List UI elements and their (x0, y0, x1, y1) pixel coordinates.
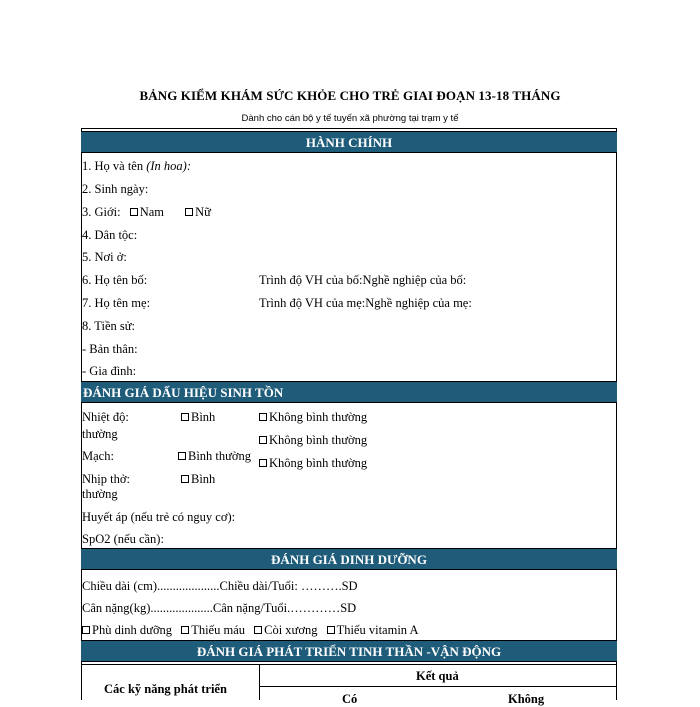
temp-abnormal-option[interactable] (259, 410, 367, 425)
pulse-abnormal-option[interactable] (259, 433, 367, 448)
field-ethnicity: 4. Dân tộc: (82, 228, 138, 242)
checkbox-icon[interactable] (181, 413, 189, 421)
col-yes-header: Có (342, 692, 358, 706)
field-name (82, 159, 191, 174)
field-gender (82, 205, 211, 220)
field-mother-name: 7. Họ tên mẹ: (82, 296, 151, 310)
table-subheader-line (259, 686, 617, 687)
checkbox-icon[interactable] (259, 459, 267, 467)
page-subtitle: Dành cho cán bộ y tế tuyến xã phường tại trạm y tế (241, 113, 459, 124)
section-header-development: ĐÁNH GIÁ PHÁT TRIỂN TINH THẦN -VẬN ĐỘNG (81, 640, 617, 662)
resp-label: Nhịp thở: (82, 472, 130, 486)
gender-female-option[interactable] (185, 205, 211, 219)
temp-normal-label: Bình (191, 410, 216, 424)
pulse-abnormal-label: Không bình thường (269, 433, 368, 447)
vitamin-a-label: Thiếu vitamin A (336, 623, 419, 637)
anemia-label: Thiếu máu (191, 623, 245, 637)
checkbox-icon[interactable] (181, 626, 189, 634)
field-weight: Cân nặng(kg)....................Cân nặng/Tuổi.…………SD (82, 601, 357, 615)
section-header-admin: HÀNH CHÍNH (81, 131, 617, 153)
checkbox-icon[interactable] (178, 452, 186, 460)
field-history: 8. Tiền sử: (82, 319, 135, 333)
name-label: 1. Họ và tên (82, 159, 147, 173)
temp-label-cont: thường (82, 427, 118, 441)
section-header-nutrition: ĐÁNH GIÁ DINH DƯỠNG (81, 548, 617, 570)
rickets-option[interactable] (254, 623, 317, 637)
resp-label-cont: thường (82, 487, 118, 501)
checkbox-icon[interactable] (327, 626, 335, 634)
temp-abnormal-label: Không bình thường (269, 410, 368, 424)
gender-label: 3. Giới: (82, 205, 121, 219)
checkbox-icon[interactable] (185, 208, 193, 216)
pulse-normal-option[interactable] (178, 449, 251, 464)
name-hint: (In hoa): (146, 159, 192, 173)
edema-label: Phù dinh dưỡng (92, 623, 173, 637)
rickets-label: Còi xương (264, 623, 318, 637)
field-history-self: - Bản thân: (82, 342, 138, 356)
resp-normal-option[interactable] (181, 472, 215, 487)
father-job-label: Nghề nghiệp của bố: (362, 273, 467, 287)
col-skills-header: Các kỹ năng phát triển (104, 682, 227, 696)
checkbox-icon[interactable] (259, 436, 267, 444)
table-top-line (81, 664, 617, 665)
pulse-label: Mạch: (82, 449, 114, 463)
checkbox-icon[interactable] (82, 626, 90, 634)
nutrition-options (82, 623, 419, 638)
temp-label: Nhiệt độ: (82, 410, 129, 424)
field-history-family: - Gia đình: (82, 364, 137, 378)
field-father-name: 6. Họ tên bố: (82, 273, 148, 287)
field-birth: 2. Sinh ngày: (82, 182, 149, 196)
field-mother-edu-job (259, 296, 472, 311)
gender-male-option[interactable] (130, 205, 164, 219)
col-result-header: Kết quả (416, 669, 459, 683)
gender-female-label: Nữ (195, 205, 211, 219)
page-title: BẢNG KIỂM KHÁM SỨC KHỎE CHO TRẺ GIAI ĐOẠN 13-18 THÁNG (139, 88, 561, 103)
field-father-edu-job (259, 273, 466, 288)
vitamin-a-option[interactable] (327, 623, 419, 637)
resp-normal-label: Bình (191, 472, 216, 486)
mother-edu-label: Trình độ VH của mẹ: (259, 296, 366, 310)
bp-label: Huyết áp (nếu trẻ có nguy cơ): (82, 510, 236, 524)
field-length: Chiều dài (cm)....................Chiều dài/Tuổi: ……….SD (82, 579, 358, 593)
anemia-option[interactable] (181, 623, 245, 637)
checkbox-icon[interactable] (181, 475, 189, 483)
section-header-vitals: ĐÁNH GIÁ DẤU HIỆU SINH TỒN (81, 381, 617, 403)
resp-abnormal-label: Không bình thường (269, 456, 368, 470)
field-residence: 5. Nơi ở: (82, 250, 127, 264)
checkbox-icon[interactable] (259, 413, 267, 421)
checkbox-icon[interactable] (254, 626, 262, 634)
temp-normal-option[interactable] (181, 410, 215, 425)
edema-option[interactable] (82, 623, 172, 637)
gender-male-label: Nam (139, 205, 164, 219)
resp-abnormal-option[interactable] (259, 456, 367, 471)
checkbox-icon[interactable] (130, 208, 138, 216)
table-col-divider (259, 664, 260, 700)
spo2-label: SpO2 (nếu cần): (82, 532, 164, 546)
mother-job-label: Nghề nghiệp của mẹ: (365, 296, 472, 310)
father-edu-label: Trình độ VH của bố: (259, 273, 363, 287)
col-no-header: Không (508, 692, 545, 706)
pulse-normal-label: Bình thường (188, 449, 252, 463)
